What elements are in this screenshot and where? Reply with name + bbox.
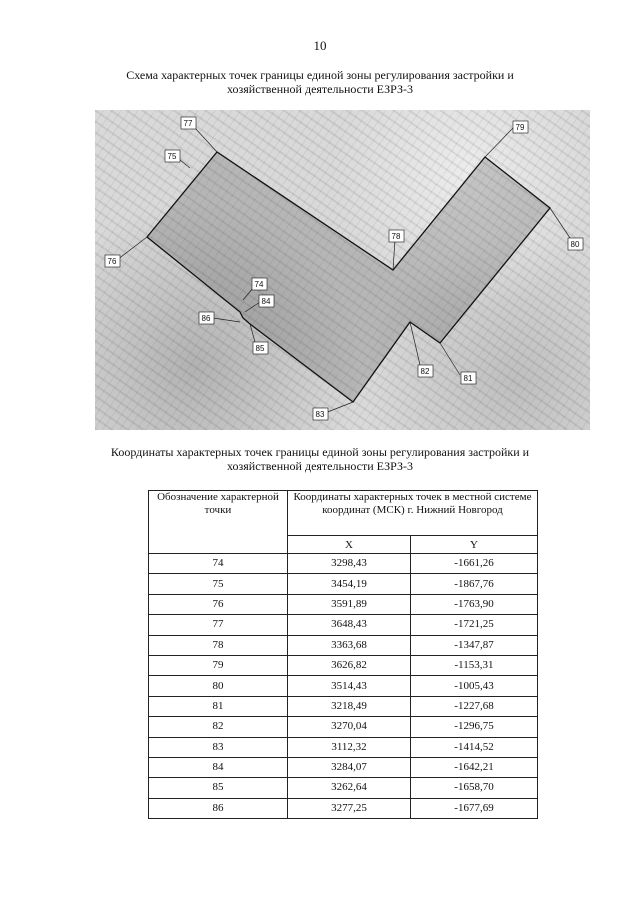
- point-cell: 84: [149, 757, 288, 777]
- table-row: [149, 778, 538, 798]
- boundary-scheme: [95, 110, 590, 430]
- table-row: [149, 574, 538, 594]
- svg-text:83: 83: [315, 410, 325, 419]
- svg-text:78: 78: [391, 232, 401, 241]
- point-label-75: [165, 150, 180, 162]
- svg-text:74: 74: [254, 280, 264, 289]
- point-cell: 79: [149, 655, 288, 675]
- x-cell: 3112,32: [288, 737, 411, 757]
- x-cell: 3514,43: [288, 676, 411, 696]
- point-cell: 83: [149, 737, 288, 757]
- y-cell: -1661,26: [411, 554, 538, 574]
- point-cell: 86: [149, 798, 288, 818]
- point-cell: 77: [149, 615, 288, 635]
- svg-text:86: 86: [201, 314, 211, 323]
- x-cell: 3648,43: [288, 615, 411, 635]
- point-label-82: [418, 365, 433, 377]
- point-cell: 74: [149, 554, 288, 574]
- x-cell: 3218,49: [288, 696, 411, 716]
- zone-boundary-polygon: [147, 152, 550, 402]
- x-cell: 3298,43: [288, 554, 411, 574]
- point-label-81: [461, 372, 476, 384]
- table-caption: Координаты характерных точек границы единой зоны регулирования застройки и хозяйственной деятельности ЕЗРЗ-3: [110, 445, 530, 473]
- x-cell: 3270,04: [288, 717, 411, 737]
- header-y: Y: [411, 536, 538, 554]
- y-cell: -1721,25: [411, 615, 538, 635]
- table-row: [149, 655, 538, 675]
- x-cell: 3591,89: [288, 594, 411, 614]
- point-label-85: [253, 342, 268, 354]
- x-cell: 3363,68: [288, 635, 411, 655]
- leader-line: [550, 208, 570, 238]
- table-row: [149, 757, 538, 777]
- x-cell: 3262,64: [288, 778, 411, 798]
- svg-text:85: 85: [255, 344, 265, 353]
- y-cell: -1153,31: [411, 655, 538, 675]
- zone-boundary-map: [95, 110, 590, 430]
- point-label-83: [313, 408, 328, 420]
- point-cell: 75: [149, 574, 288, 594]
- leader-line: [213, 318, 240, 322]
- table-row: [149, 696, 538, 716]
- table-row: [149, 737, 538, 757]
- point-cell: 81: [149, 696, 288, 716]
- leader-line: [393, 240, 395, 270]
- table-row: [149, 676, 538, 696]
- y-cell: -1227,68: [411, 696, 538, 716]
- y-cell: -1658,70: [411, 778, 538, 798]
- coordinates-table: [148, 490, 538, 819]
- point-label-86: [199, 312, 214, 324]
- y-cell: -1642,21: [411, 757, 538, 777]
- point-label-84: [259, 295, 274, 307]
- header-x: X: [288, 536, 411, 554]
- point-label-77: [181, 117, 196, 129]
- header-point: Обозначение характерной точки: [149, 491, 288, 554]
- y-cell: -1677,69: [411, 798, 538, 818]
- x-cell: 3626,82: [288, 655, 411, 675]
- point-cell: 80: [149, 676, 288, 696]
- svg-text:76: 76: [107, 257, 117, 266]
- table-row: [149, 554, 538, 574]
- y-cell: -1347,87: [411, 635, 538, 655]
- leader-line: [195, 128, 217, 152]
- point-label-79: [513, 121, 528, 133]
- x-cell: 3277,25: [288, 798, 411, 818]
- leader-line: [440, 343, 460, 375]
- point-label-74: [252, 278, 267, 290]
- leader-line: [485, 128, 513, 157]
- point-label-78: [389, 230, 404, 242]
- svg-text:77: 77: [183, 119, 193, 128]
- point-cell: 76: [149, 594, 288, 614]
- svg-text:82: 82: [420, 367, 430, 376]
- table-row: [149, 635, 538, 655]
- page-number: 10: [313, 38, 327, 53]
- x-cell: 3284,07: [288, 757, 411, 777]
- y-cell: -1296,75: [411, 717, 538, 737]
- point-cell: 82: [149, 717, 288, 737]
- header-coordinates: Координаты характерных точек в местной системе координат (МСК) г. Нижний Новгород: [288, 491, 538, 536]
- svg-text:79: 79: [515, 123, 525, 132]
- table-row: [149, 615, 538, 635]
- scheme-caption: Схема характерных точек границы единой зоны регулирования застройки и хозяйственной деятельности ЕЗРЗ-3: [126, 68, 514, 96]
- point-cell: 85: [149, 778, 288, 798]
- y-cell: -1005,43: [411, 676, 538, 696]
- svg-text:80: 80: [570, 240, 580, 249]
- x-cell: 3454,19: [288, 574, 411, 594]
- leader-line: [180, 160, 190, 168]
- y-cell: -1867,76: [411, 574, 538, 594]
- table-row: [149, 594, 538, 614]
- leader-line: [117, 237, 147, 260]
- table-row: [149, 717, 538, 737]
- svg-text:84: 84: [261, 297, 271, 306]
- point-label-76: [105, 255, 120, 267]
- svg-text:75: 75: [167, 152, 177, 161]
- svg-text:81: 81: [463, 374, 473, 383]
- point-label-80: [568, 238, 583, 250]
- y-cell: -1414,52: [411, 737, 538, 757]
- y-cell: -1763,90: [411, 594, 538, 614]
- table-row: [149, 798, 538, 818]
- point-cell: 78: [149, 635, 288, 655]
